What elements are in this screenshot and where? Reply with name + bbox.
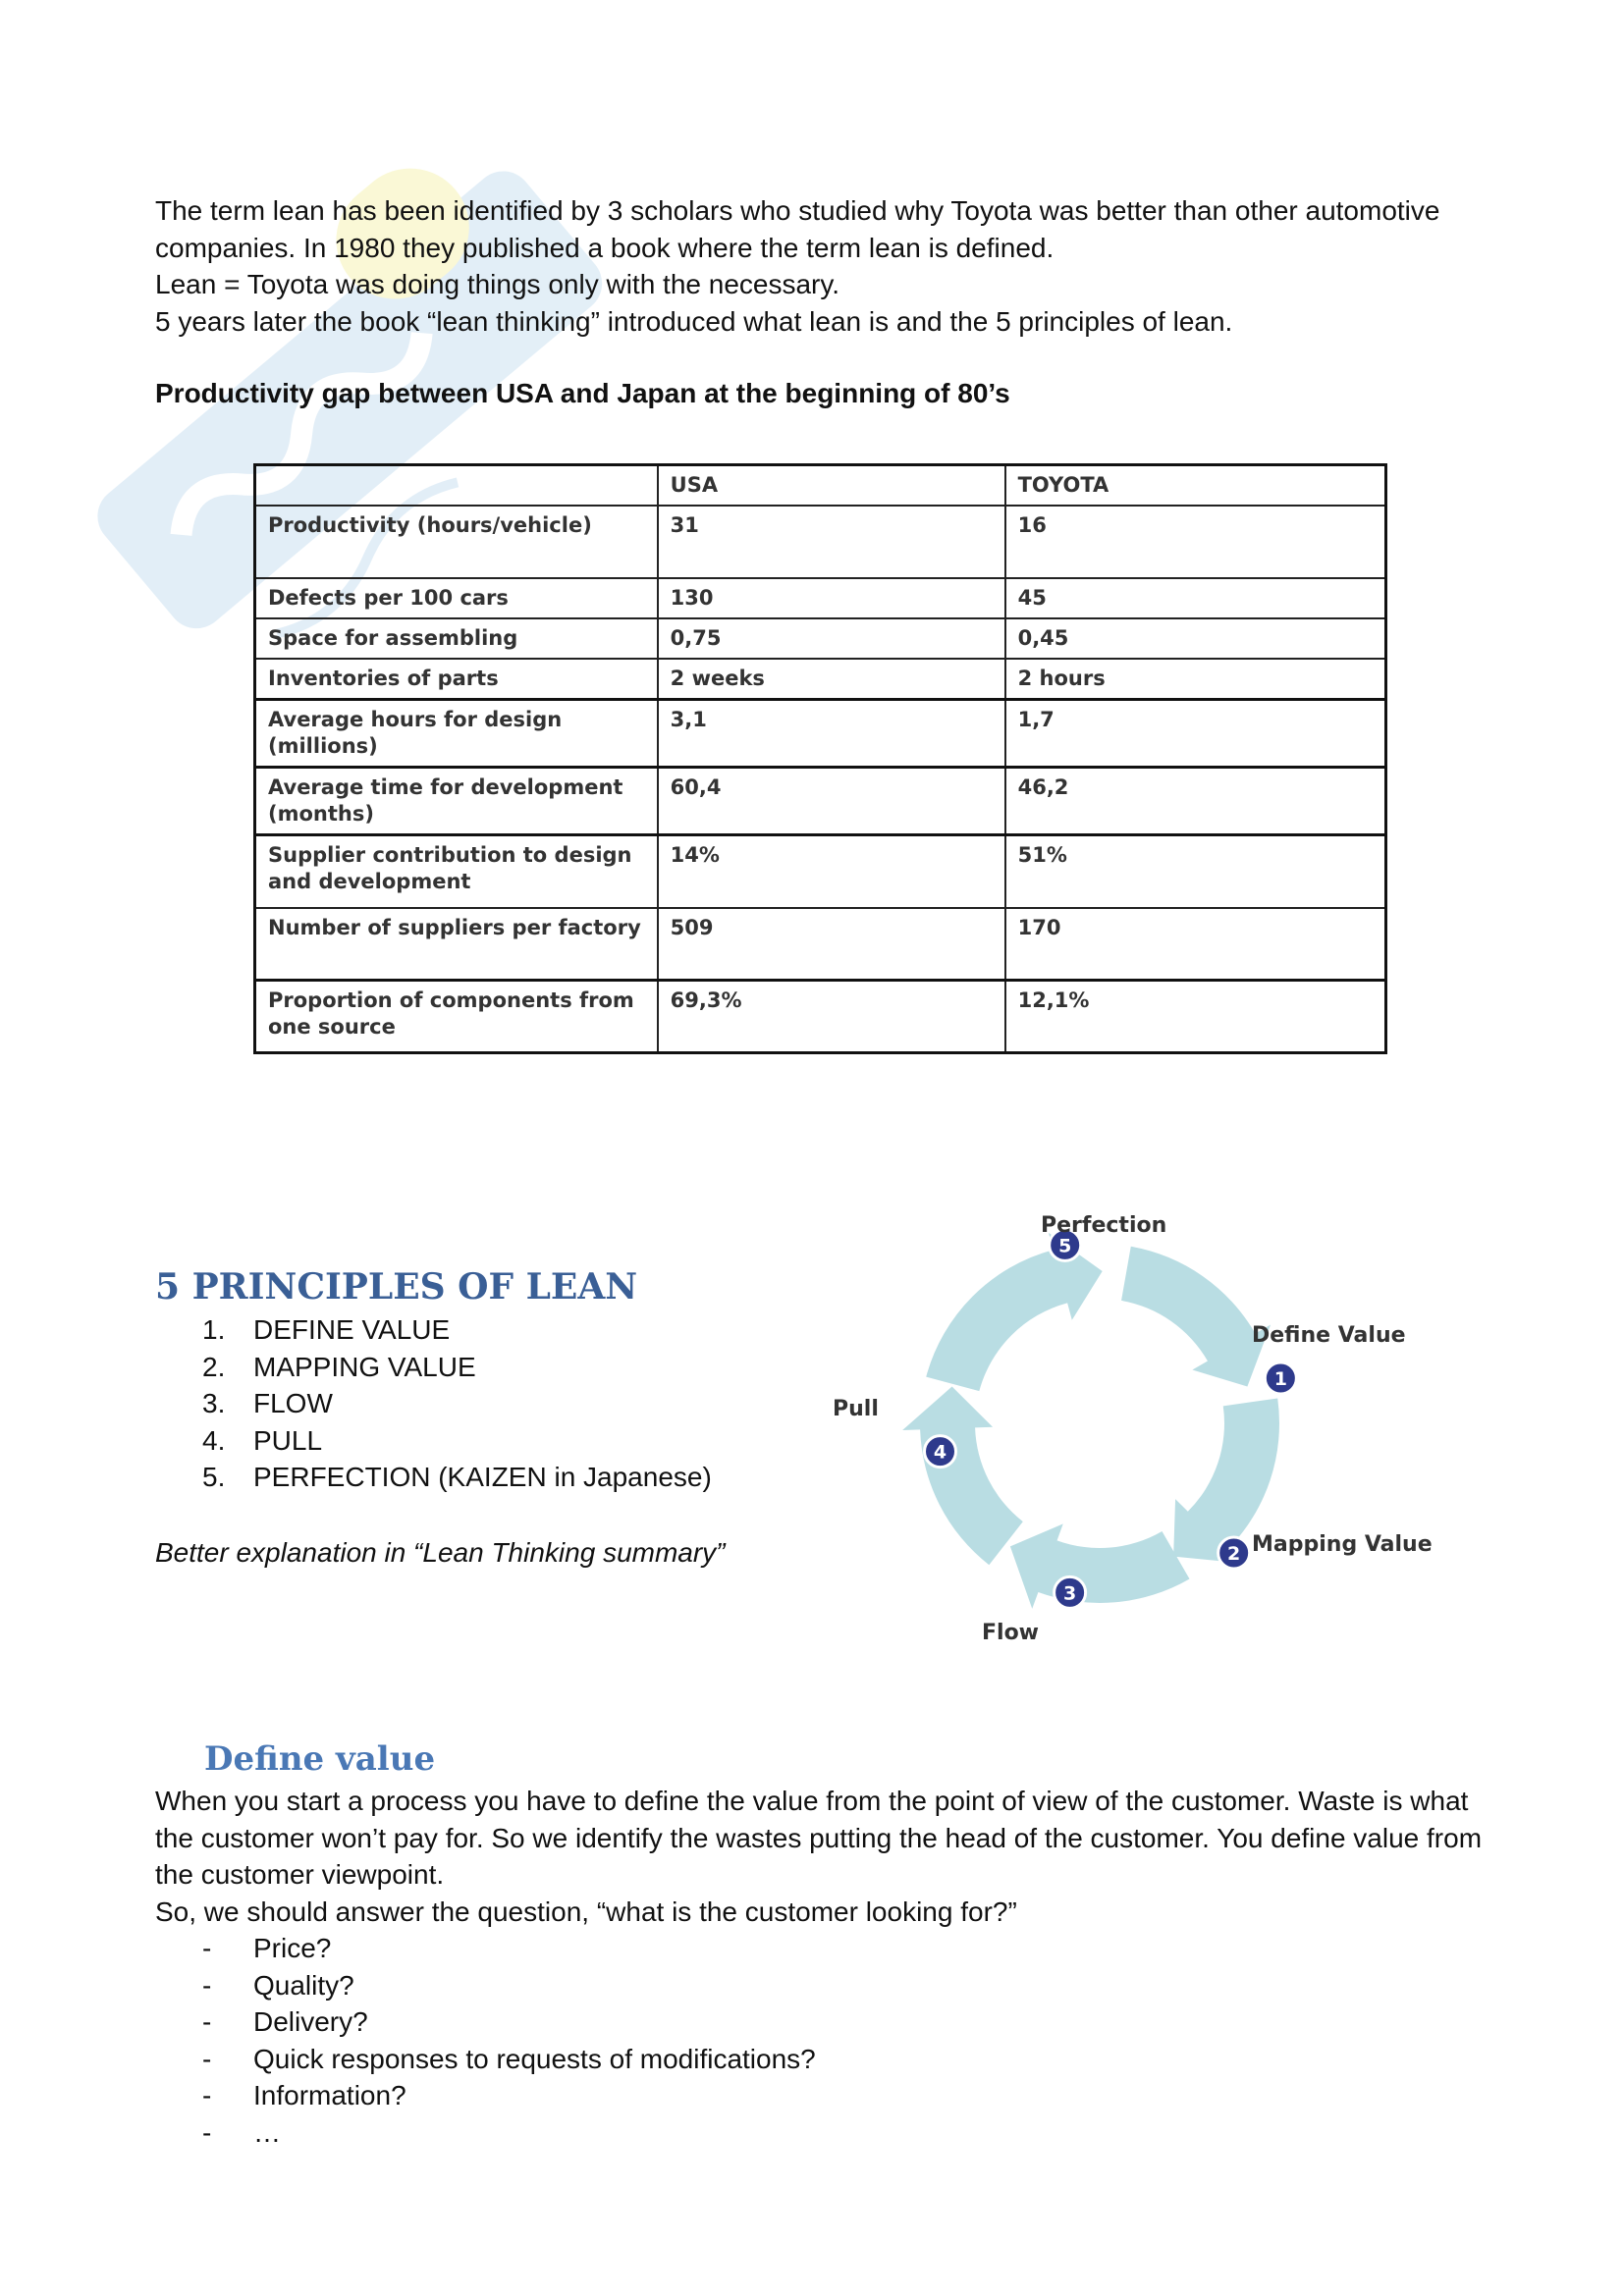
intro-paragraph: Lean = Toyota was doing things only with the necessary. — [155, 269, 840, 299]
step-badge — [925, 1436, 956, 1468]
table-row — [255, 659, 1386, 700]
list-number: 2. — [202, 1351, 226, 1382]
customer-needs-list — [202, 1930, 816, 2151]
list-item — [202, 1385, 712, 1422]
list-item: - Delivery? — [202, 2006, 368, 2037]
intro-paragraph: 5 years later the book “lean thinking” introduced what lean is and the 5 principles of lean. — [155, 305, 1233, 337]
table-row — [255, 700, 1386, 768]
table-row — [255, 981, 1386, 1053]
cycle-arrow — [1010, 1523, 1190, 1608]
table-cell-label: Average hours for design (millions) — [255, 700, 658, 768]
cycle-arrow — [902, 1387, 1023, 1566]
list-number: 5. — [202, 1462, 226, 1492]
table-cell-toyota: 170 — [1005, 908, 1386, 981]
list-number: 1. — [202, 1314, 226, 1345]
list-item: - Quality? — [202, 1969, 354, 2001]
list-item — [202, 1349, 712, 1386]
list-item-label: DEFINE VALUE — [253, 1314, 451, 1345]
list-item — [202, 1311, 712, 1349]
table-cell-label: Productivity (hours/vehicle) — [255, 506, 658, 578]
list-item: - … — [202, 2116, 281, 2148]
explanation-note: Better explanation in “Lean Thinking summary” — [155, 1537, 726, 1568]
table-cell-toyota: 46,2 — [1005, 768, 1386, 835]
list-item: - Price? — [202, 1933, 332, 1963]
list-item-label: Quality? — [253, 1969, 354, 2001]
table-cell-toyota: 0,45 — [1005, 618, 1386, 659]
list-item — [202, 1459, 712, 1496]
list-number: 4. — [202, 1424, 226, 1456]
list-item — [202, 1422, 712, 1460]
lean-cycle-diagram — [805, 1202, 1443, 1664]
define-paragraph: When you start a process you have to define the value from the point of view of the customer. Waste is what the customer won’t pay for. So we identify the wastes putting the head of the customer. You define value from the customer viewpoint. — [155, 1786, 1483, 1890]
step-badge — [1265, 1362, 1296, 1394]
cycle-arrow — [1121, 1247, 1271, 1387]
table-cell-usa: 2 weeks — [658, 659, 1005, 700]
define-value-heading: Define value — [204, 1739, 436, 1779]
list-item-label: Quick responses to requests of modifications? — [253, 2043, 816, 2074]
table-header-cell: USA — [658, 465, 1005, 507]
list-item-label: Information? — [253, 2080, 406, 2110]
table-title: Productivity gap between USA and Japan at the beginning of 80’s — [155, 378, 1010, 408]
table-cell-label: Defects per 100 cars — [255, 578, 658, 618]
cycle-label-flow: Flow — [982, 1621, 1040, 1645]
table-cell-toyota: 51% — [1005, 835, 1386, 908]
list-item-label: Price? — [253, 1933, 332, 1963]
table-cell-toyota: 12,1% — [1005, 981, 1386, 1053]
principles-list — [202, 1311, 712, 1496]
productivity-table — [253, 463, 1387, 1054]
table-cell-toyota: 2 hours — [1005, 659, 1386, 700]
step-badge-number: 5 — [1058, 1235, 1072, 1257]
table-row — [255, 618, 1386, 659]
table-cell-usa: 3,1 — [658, 700, 1005, 768]
list-item: - Quick responses to requests of modifications? — [202, 2043, 816, 2074]
table-cell-usa: 130 — [658, 578, 1005, 618]
table-cell-label: Proportion of components from one source — [255, 981, 658, 1053]
cycle-label-mapping-value: Mapping Value — [1252, 1532, 1433, 1557]
table-cell-usa: 14% — [658, 835, 1005, 908]
table-header-cell: TOYOTA — [1005, 465, 1386, 507]
table-cell-toyota: 1,7 — [1005, 700, 1386, 768]
table-cell-label: Average time for development (months) — [255, 768, 658, 835]
table-cell-usa: 0,75 — [658, 618, 1005, 659]
table-cell-label: Supplier contribution to design and development — [255, 835, 658, 908]
list-number: 3. — [202, 1388, 226, 1418]
table-header-row — [255, 465, 1386, 507]
define-value-text — [155, 1783, 1510, 1930]
table-row — [255, 506, 1386, 578]
table-cell-toyota: 16 — [1005, 506, 1386, 578]
list-item: - Information? — [202, 2080, 406, 2110]
table-row — [255, 768, 1386, 835]
step-badge-number: 3 — [1062, 1582, 1077, 1605]
table-cell-label: Number of suppliers per factory — [255, 908, 658, 981]
table-cell-usa: 509 — [658, 908, 1005, 981]
table-cell-label: Inventories of parts — [255, 659, 658, 700]
principles-heading: 5 PRINCIPLES OF LEAN — [155, 1266, 638, 1308]
table-cell-usa: 69,3% — [658, 981, 1005, 1053]
table-cell-usa: 60,4 — [658, 768, 1005, 835]
list-item-label: FLOW — [253, 1388, 333, 1418]
cycle-label-pull: Pull — [833, 1397, 879, 1421]
step-badge — [1218, 1537, 1250, 1569]
table-row — [255, 908, 1386, 981]
table-header-cell — [255, 465, 658, 507]
table-row — [255, 578, 1386, 618]
cycle-label-perfection: Perfection — [1041, 1213, 1167, 1238]
define-paragraph: So, we should answer the question, “what is the customer looking for?” — [155, 1896, 1017, 1927]
table-cell-toyota: 45 — [1005, 578, 1386, 618]
list-item-label: PULL — [253, 1424, 323, 1456]
list-item-label: MAPPING VALUE — [253, 1351, 476, 1382]
table-cell-usa: 31 — [658, 506, 1005, 578]
table-cell-label: Space for assembling — [255, 618, 658, 659]
step-badge-number: 1 — [1273, 1368, 1287, 1391]
cycle-label-define-value: Define Value — [1252, 1323, 1406, 1348]
step-badge-number: 2 — [1227, 1542, 1241, 1565]
list-item-label: Delivery? — [253, 2006, 368, 2037]
intro-section — [155, 192, 1510, 340]
list-item-label: PERFECTION (KAIZEN in Japanese) — [253, 1462, 712, 1492]
table-row — [255, 835, 1386, 908]
list-item-label: … — [253, 2116, 281, 2148]
step-badge-number: 4 — [933, 1441, 947, 1464]
step-badge — [1055, 1576, 1086, 1608]
intro-paragraph: The term lean has been identified by 3 scholars who studied why Toyota was better than other automotive companies. In 1980 they published a book where the term lean is defined. — [155, 195, 1440, 263]
